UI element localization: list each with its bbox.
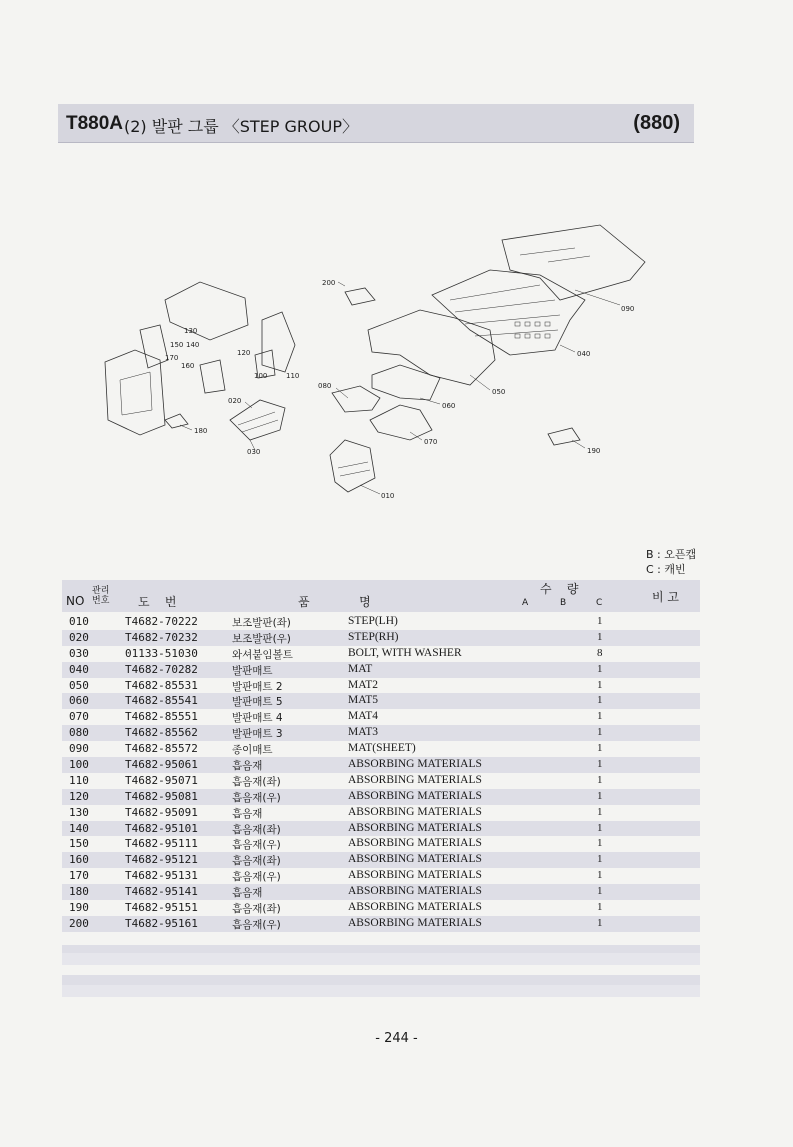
callout-190: 190 <box>587 447 601 455</box>
row-name-en: ABSORBING MATERIALS <box>348 901 482 914</box>
row-name-kr: 흡음재(우) <box>232 839 281 852</box>
row-no: 030 <box>69 646 89 660</box>
row-part-no: T4682-70282 <box>125 662 198 676</box>
col-qty-b: B <box>560 598 567 608</box>
row-name-en: BOLT, WITH WASHER <box>348 646 462 659</box>
row-no: 190 <box>69 901 89 915</box>
row-qty: 8 <box>597 646 603 659</box>
row-no: 120 <box>69 789 89 803</box>
table-row <box>62 693 700 709</box>
row-part-no: T4682-70232 <box>125 630 198 644</box>
row-name-kr: 발판매트 5 <box>232 696 283 709</box>
col-part-no: 도 번 <box>138 595 177 609</box>
row-qty: 1 <box>597 901 603 914</box>
row-name-en: ABSORBING MATERIALS <box>348 773 482 786</box>
col-remarks: 비 고 <box>652 590 679 604</box>
table-row <box>62 757 700 773</box>
legend-c: C : 캐빈 <box>646 563 686 576</box>
row-name-en: MAT2 <box>348 678 379 691</box>
row-qty: 1 <box>597 789 603 802</box>
row-qty: 1 <box>597 726 603 739</box>
row-no: 060 <box>69 694 89 708</box>
pad-190-shape <box>548 428 580 445</box>
row-part-no: T4682-85551 <box>125 710 198 724</box>
row-part-no: T4682-95101 <box>125 821 198 835</box>
col-qty-a: A <box>522 598 529 608</box>
callout-170: 170 <box>165 354 179 362</box>
row-part-no: T4682-70222 <box>125 615 198 628</box>
row-part-no: T4682-95151 <box>125 901 198 915</box>
callout-050: 050 <box>492 388 506 396</box>
row-name-en: MAT <box>348 662 373 675</box>
callout-030: 030 <box>247 448 261 456</box>
row-name-en: ABSORBING MATERIALS <box>348 805 482 818</box>
row-name-en: ABSORBING MATERIALS <box>348 789 482 802</box>
col-qty: 수 량 <box>540 582 579 596</box>
callout-120: 120 <box>237 349 251 357</box>
row-name-kr: 흡음재(좌) <box>232 903 281 916</box>
mat5-shape <box>372 365 440 400</box>
row-name-kr: 흡음재 <box>232 807 263 820</box>
row-qty: 1 <box>597 916 603 929</box>
row-name-en: STEP(LH) <box>348 615 398 627</box>
absorber-140-shape <box>140 325 168 368</box>
row-name-kr: 흡음재(좌) <box>232 775 281 788</box>
exploded-parts-diagram <box>0 0 793 520</box>
row-no: 130 <box>69 805 89 819</box>
absorber-160-shape <box>200 360 225 393</box>
row-name-kr: 발판매트 3 <box>232 728 283 741</box>
row-qty: 1 <box>597 805 603 818</box>
callout-080: 080 <box>318 382 332 390</box>
table-row <box>62 836 700 852</box>
row-part-no: T4682-95081 <box>125 789 198 803</box>
table-row <box>62 868 700 884</box>
row-no: 080 <box>69 726 89 740</box>
row-name-en: ABSORBING MATERIALS <box>348 869 482 882</box>
blank-row-band <box>62 985 700 997</box>
row-name-en: MAT3 <box>348 726 379 739</box>
callout-070: 070 <box>424 438 438 446</box>
callout-040: 040 <box>577 350 591 358</box>
table-row <box>62 646 700 662</box>
row-no: 050 <box>69 678 89 692</box>
callout-160: 160 <box>181 362 195 370</box>
pad-200-shape <box>345 288 375 305</box>
callout-090: 090 <box>621 305 635 313</box>
row-part-no: T4682-85562 <box>125 726 198 740</box>
row-no: 150 <box>69 837 89 851</box>
row-no: 170 <box>69 869 89 883</box>
row-qty: 1 <box>597 630 603 643</box>
row-name-kr: 발판매트 2 <box>232 680 283 693</box>
callout-200: 200 <box>322 279 336 287</box>
row-qty: 1 <box>597 662 603 675</box>
row-part-no: T4682-85531 <box>125 678 198 692</box>
table-row <box>62 741 700 757</box>
table-row <box>62 630 700 646</box>
mat2-shape <box>368 310 495 385</box>
table-row <box>62 725 700 741</box>
row-part-no: T4682-95131 <box>125 869 198 883</box>
row-name-kr: 와셔붙임볼트 <box>232 648 293 661</box>
row-name-en: MAT5 <box>348 694 379 707</box>
mat-sheet-shape <box>502 225 645 300</box>
row-no: 020 <box>69 630 89 644</box>
step-lh-shape <box>330 440 375 492</box>
mat4-shape <box>370 405 432 440</box>
row-name-en: ABSORBING MATERIALS <box>348 885 482 898</box>
callout-060: 060 <box>442 402 456 410</box>
row-part-no: 01133-51030 <box>125 646 198 660</box>
row-part-no: T4682-95061 <box>125 758 198 772</box>
row-name-en: ABSORBING MATERIALS <box>348 916 482 929</box>
row-no: 100 <box>69 758 89 772</box>
callout-180: 180 <box>194 427 208 435</box>
table-row <box>62 789 700 805</box>
row-part-no: T4682-95111 <box>125 837 198 851</box>
row-part-no: T4682-95161 <box>125 916 198 930</box>
row-name-kr: 흡음재(우) <box>232 871 281 884</box>
row-no: 070 <box>69 710 89 724</box>
callout-150: 150 <box>170 341 184 349</box>
section-title: (2) 발판 그룹 〈STEP GROUP〉 <box>124 117 358 136</box>
parts-table-body <box>62 614 700 932</box>
callout-130: 130 <box>184 327 198 335</box>
callout-100: 100 <box>254 372 268 380</box>
row-qty: 1 <box>597 742 603 755</box>
row-name-kr: 흡음재(우) <box>232 791 281 804</box>
row-name-kr: 종이매트 <box>232 744 273 757</box>
row-no: 110 <box>69 773 89 787</box>
row-name-en: MAT4 <box>348 710 379 723</box>
row-name-kr: 보조발판(우) <box>232 632 291 645</box>
table-row <box>62 678 700 694</box>
table-row <box>62 614 700 630</box>
row-no: 140 <box>69 821 89 835</box>
table-row <box>62 884 700 900</box>
row-no: 090 <box>69 742 89 756</box>
col-qty-c: C <box>596 598 603 608</box>
row-name-en: ABSORBING MATERIALS <box>348 853 482 866</box>
row-name-kr: 흡음재 <box>232 887 263 900</box>
row-name-kr: 발판매트 <box>232 664 273 677</box>
col-no: NO <box>66 594 85 608</box>
row-part-no: T4682-95091 <box>125 805 198 819</box>
row-name-en: ABSORBING MATERIALS <box>348 837 482 850</box>
cab-panel-shape <box>105 350 165 435</box>
table-row <box>62 916 700 932</box>
table-row <box>62 773 700 789</box>
row-no: 040 <box>69 662 89 676</box>
absorber-130-shape <box>165 282 248 340</box>
group-code: (880) <box>633 112 680 134</box>
row-qty: 1 <box>597 837 603 850</box>
row-qty: 1 <box>597 821 603 834</box>
absorber-180-shape <box>165 414 188 428</box>
floor-mat-shape <box>432 270 585 355</box>
row-name-kr: 흡음재(우) <box>232 918 281 931</box>
row-part-no: T4682-95141 <box>125 885 198 899</box>
row-qty: 1 <box>597 853 603 866</box>
row-name-en: STEP(RH) <box>348 630 399 643</box>
page-number: - 244 - <box>375 1031 418 1046</box>
table-row <box>62 852 700 868</box>
absorber-120-shape <box>262 312 295 372</box>
callout-010: 010 <box>381 492 395 500</box>
row-qty: 1 <box>597 710 603 723</box>
table-row <box>62 821 700 837</box>
col-name: 품 명 <box>298 595 371 609</box>
callout-020: 020 <box>228 397 242 405</box>
table-row <box>62 709 700 725</box>
col-mgmt-no: 관리 번호 <box>92 586 110 606</box>
callout-110: 110 <box>286 372 300 380</box>
table-row <box>62 900 700 916</box>
row-qty: 1 <box>597 869 603 882</box>
row-name-kr: 보조발판(좌) <box>232 617 291 629</box>
row-no: 180 <box>69 885 89 899</box>
row-part-no: T4682-85541 <box>125 694 198 708</box>
row-no: 160 <box>69 853 89 867</box>
callout-140: 140 <box>186 341 200 349</box>
row-name-kr: 발판매트 4 <box>232 712 283 725</box>
row-part-no: T4682-95071 <box>125 773 198 787</box>
row-part-no: T4682-95121 <box>125 853 198 867</box>
table-row <box>62 662 700 678</box>
row-qty: 1 <box>597 758 603 771</box>
row-qty: 1 <box>597 615 603 627</box>
row-name-kr: 흡음재(좌) <box>232 855 281 868</box>
row-name-kr: 흡음재(좌) <box>232 823 281 836</box>
row-name-en: MAT(SHEET) <box>348 742 416 755</box>
row-name-en: ABSORBING MATERIALS <box>348 758 482 771</box>
table-row <box>62 805 700 821</box>
legend-b: B : 오픈캡 <box>646 548 697 561</box>
row-part-no: T4682-85572 <box>125 742 198 756</box>
row-qty: 1 <box>597 678 603 691</box>
row-qty: 1 <box>597 694 603 707</box>
mat3-shape <box>332 386 380 412</box>
table-header <box>62 580 700 612</box>
blank-row-band <box>62 953 700 965</box>
step-rh-shape <box>230 400 285 440</box>
row-qty: 1 <box>597 885 603 898</box>
row-no: 200 <box>69 916 89 930</box>
row-name-kr: 흡음재 <box>232 760 263 773</box>
row-name-en: ABSORBING MATERIALS <box>348 821 482 834</box>
row-no: 010 <box>69 615 89 628</box>
row-qty: 1 <box>597 773 603 786</box>
model-code: T880A <box>66 113 124 134</box>
